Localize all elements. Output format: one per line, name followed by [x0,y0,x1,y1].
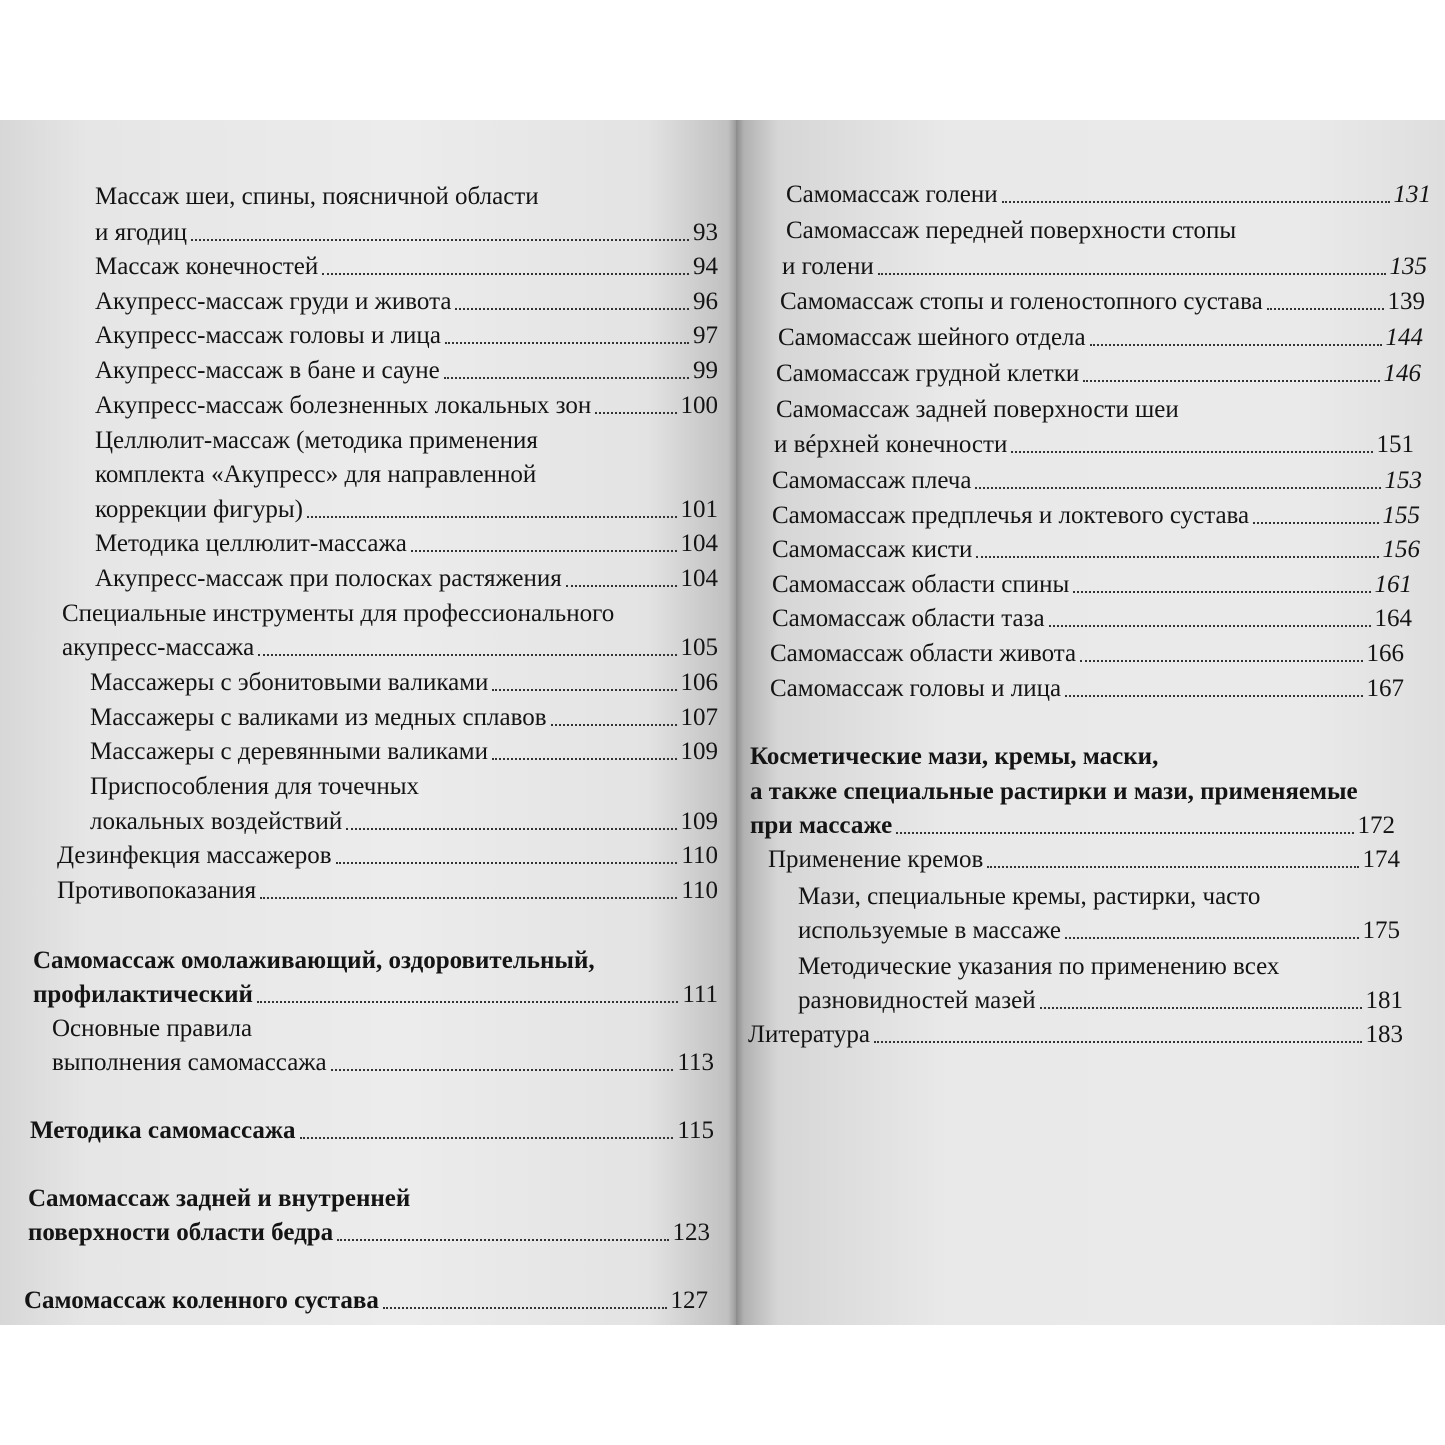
toc-entry-title: Массажеры с деревянными валиками [90,738,488,765]
right-toc [736,120,1445,1325]
toc-page-number: 131 [1393,181,1431,208]
toc-entry-line: Самомассаж задней поверхности шеи [776,396,1179,423]
dot-leader [445,342,689,344]
dot-leader [260,897,677,899]
toc-page-number: 96 [693,288,718,315]
toc-page-number: 99 [693,357,718,384]
toc-page-number: 111 [682,981,718,1008]
toc-entry [57,876,718,906]
toc-entry-title: Применение кремов [768,846,984,873]
toc-entry-title: и вéрхней конечности [774,431,1008,458]
toc-page-number: 101 [680,496,718,523]
toc-page-number: 106 [680,669,718,696]
toc-entry-title: Методика самомассажа [30,1117,296,1144]
dot-leader [1253,522,1378,524]
toc-entry-line: комплекта «Акупресс» для направленной [95,461,537,488]
toc-entry [778,323,1423,353]
dot-leader [331,1069,674,1071]
toc-entry-title: Массаж конечностей [95,253,319,280]
toc-page-number: 97 [693,322,718,349]
toc-page-number: 155 [1382,502,1420,529]
toc-section-entry [24,1286,708,1316]
toc-entry-title: Акупресс-массаж груди и живота [95,288,452,315]
toc-entry-title: Самомассаж шейного отдела [778,324,1086,351]
dot-leader [1002,201,1390,203]
dot-leader [1090,344,1382,346]
toc-entry-line: Приспособления для точечных [90,773,419,800]
toc-page-number: 109 [680,808,718,835]
dot-leader [1073,591,1370,593]
toc-page-number: 161 [1374,571,1412,598]
toc-entry-title: Самомассаж области таза [772,605,1045,632]
toc-page-number: 144 [1385,324,1423,351]
toc-entry-title: Самомассаж предплечья и локтевого сустава [772,502,1250,529]
toc-entry-title: Самомассаж кисти [772,536,973,563]
dot-leader [1065,937,1359,939]
toc-entry-title: акупресс-массажа [62,634,255,661]
toc-entry [95,564,718,594]
toc-entry-title: Самомассаж грудной клетки [776,360,1080,387]
toc-entry [774,430,1414,460]
dot-leader [258,654,676,656]
toc-page-number: 164 [1374,605,1412,632]
toc-entry-title: разновидностей мазей [798,987,1036,1014]
toc-section-entry [28,1218,710,1248]
toc-page-number: 166 [1366,640,1404,667]
dot-leader [337,1239,668,1241]
dot-leader [455,308,689,310]
toc-page-number: 151 [1376,431,1414,458]
toc-page-number: 107 [680,704,718,731]
dot-leader [257,1001,678,1003]
toc-entry-title: Самомассаж головы и лица [770,675,1062,702]
toc-entry [770,674,1404,704]
toc-entry [772,570,1412,600]
toc-entry [90,737,718,767]
toc-entry [90,703,718,733]
toc-entry [782,252,1427,282]
toc-page-number: 139 [1387,288,1425,315]
toc-entry-line: Целлюлит-массаж (методика применения [95,427,538,454]
toc-entry [786,180,1431,210]
toc-entry-title: Литература [748,1021,870,1048]
toc-entry-line: Специальные инструменты для профессионального [62,600,615,627]
toc-page-number: 146 [1383,360,1421,387]
toc-entry-title: коррекции фигуры) [95,496,303,523]
toc-section-line: а также специальные растирки и мази, применяемые [750,778,1358,805]
toc-entry-line: Основные правила [52,1015,253,1042]
toc-page-number: 156 [1382,536,1420,563]
toc-page-number: 113 [677,1049,714,1076]
left-toc [0,120,736,1325]
toc-entry-title: Массажеры с валиками из медных сплавов [90,704,547,731]
toc-page-number: 181 [1365,987,1403,1014]
dot-leader [346,828,676,830]
toc-entry-title: Самомассаж голени [786,181,998,208]
toc-page-number: 115 [677,1117,714,1144]
toc-section-entry [750,811,1395,841]
dot-leader [1049,625,1371,627]
toc-entry-title: Акупресс-массаж головы и лица [95,322,441,349]
toc-entry [772,501,1420,531]
book-spine-shadow [728,120,744,1325]
dot-leader [383,1307,667,1309]
toc-entry-title: профилактический [33,981,253,1008]
toc-entry [776,359,1421,389]
toc-page-number: 174 [1362,846,1400,873]
dot-leader [551,724,677,726]
toc-page-number: 94 [693,253,718,280]
toc-entry [95,529,718,559]
dot-leader [595,412,676,414]
toc-entry-title: Методика целлюлит-массажа [95,530,407,557]
toc-entry [95,321,718,351]
toc-entry [772,535,1420,565]
dot-leader [411,550,677,552]
toc-entry-title: Самомассаж области спины [772,571,1070,598]
toc-entry [95,356,718,386]
toc-entry-title: поверхности области бедра [28,1219,334,1246]
toc-page-number: 183 [1365,1021,1403,1048]
toc-entry [52,1048,714,1078]
toc-page-number: 104 [680,565,718,592]
toc-entry [90,807,718,837]
toc-page-number: 172 [1357,812,1395,839]
dot-leader [1083,380,1379,382]
dot-leader [191,239,689,241]
toc-entry [57,841,718,871]
toc-entry-title: Самомассаж плеча [772,467,972,494]
toc-page-number: 127 [670,1287,708,1314]
toc-entry [770,639,1404,669]
toc-entry [90,668,718,698]
toc-page-number: 110 [681,877,718,904]
dot-leader [336,862,678,864]
dot-leader [322,273,689,275]
toc-page-number: 175 [1362,917,1400,944]
dot-leader [307,516,677,518]
toc-entry [768,845,1400,875]
dot-leader [300,1137,674,1139]
toc-entry [95,252,718,282]
toc-page-number: 100 [680,392,718,419]
toc-entry-title: и голени [782,253,874,280]
toc-page-number: 123 [672,1219,710,1246]
left-page [0,120,736,1325]
dot-leader [896,832,1353,834]
toc-page-number: 167 [1366,675,1404,702]
toc-entry-line: Массаж шеи, спины, поясничной области [95,183,539,210]
toc-entry-line: Мази, специальные кремы, растирки, часто [798,883,1261,910]
toc-entry [772,604,1412,634]
dot-leader [492,758,677,760]
dot-leader [492,689,676,691]
dot-leader [878,273,1386,275]
toc-entry-line: Методические указания по применению всех [798,953,1280,980]
toc-page-number: 93 [693,219,718,246]
dot-leader [566,585,677,587]
toc-entry-title: Самомассаж коленного сустава [24,1287,379,1314]
dot-leader [1011,451,1372,453]
toc-entry [798,986,1403,1016]
toc-section-entry [30,1116,714,1146]
toc-entry-title: Противопоказания [57,877,257,904]
toc-entry-title: Массажеры с эбонитовыми валиками [90,669,489,696]
toc-entry [748,1020,1403,1050]
toc-entry-title: локальных воздействий [90,808,343,835]
dot-leader [1040,1007,1362,1009]
toc-section-entry [33,980,718,1010]
toc-page-number: 110 [681,842,718,869]
toc-entry-line: Самомассаж передней поверхности стопы [786,217,1237,244]
toc-entry-title: при массаже [750,812,893,839]
toc-section-line: Самомассаж задней и внутренней [28,1185,411,1212]
toc-entry-title: Акупресс-массаж болезненных локальных зон [95,392,592,419]
toc-entry [95,218,718,248]
toc-entry-title: выполнения самомассажа [52,1049,327,1076]
toc-page-number: 109 [680,738,718,765]
toc-page-number: 105 [680,634,718,661]
dot-leader [987,866,1358,868]
toc-entry [780,287,1425,317]
toc-entry-title: Самомассаж стопы и голеностопного сустава [780,288,1263,315]
toc-entry-title: Дезинфекция массажеров [57,842,332,869]
dot-leader [1065,695,1362,697]
toc-entry [95,495,718,525]
toc-entry-title: и ягодиц [95,219,188,246]
toc-section-line: Самомассаж омолаживающий, оздоровительный, [33,947,595,974]
toc-page-number: 153 [1384,467,1422,494]
toc-page-number: 135 [1389,253,1427,280]
dot-leader [1080,660,1362,662]
toc-entry-title: Самомассаж области живота [770,640,1077,667]
dot-leader [975,487,1380,489]
toc-page-number: 104 [680,530,718,557]
toc-entry [62,633,718,663]
dot-leader [874,1041,1362,1043]
toc-entry [772,466,1422,496]
dot-leader [1267,308,1384,310]
toc-entry [798,916,1400,946]
toc-entry [95,391,718,421]
toc-entry-title: Акупресс-массаж при полосках растяжения [95,565,562,592]
right-page [736,120,1445,1325]
toc-entry [95,287,718,317]
toc-entry-title: используемые в массаже [798,917,1061,944]
toc-entry-title: Акупресс-массаж в бане и сауне [95,357,440,384]
dot-leader [976,556,1378,558]
dot-leader [444,377,689,379]
toc-section-line: Косметические мази, кремы, маски, [750,743,1159,770]
